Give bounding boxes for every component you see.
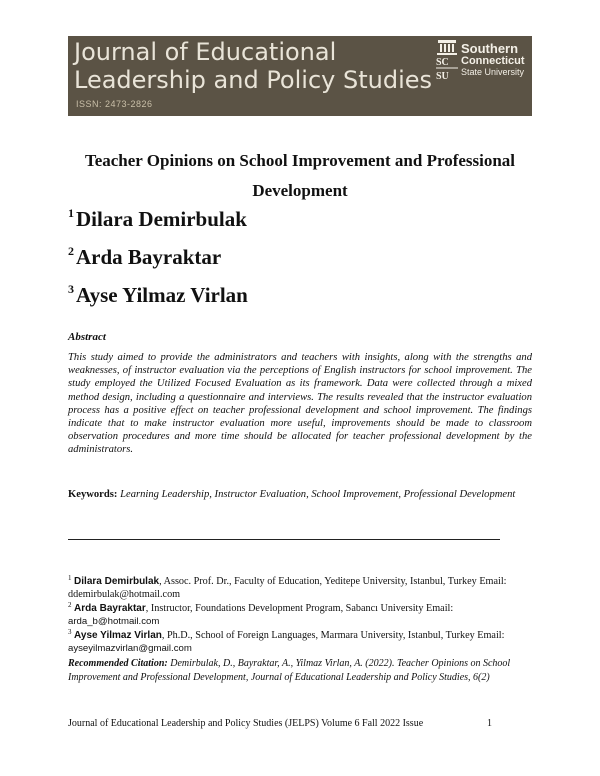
- author-2: $^2$Arda Bayraktar: [68, 244, 222, 269]
- author-1: $^1$Dilara Demirbulak: [68, 206, 247, 231]
- abstract-heading: Abstract: [68, 331, 106, 343]
- scsu-seal-icon: [436, 40, 458, 82]
- section-divider: [68, 539, 500, 540]
- author-3: $^3$Ayse Yilmaz Virlan: [68, 282, 248, 307]
- journal-banner: [68, 36, 532, 116]
- page-number: 1: [487, 718, 492, 729]
- svg-text:SC: SC: [436, 57, 449, 68]
- page-footer: Journal of Educational Leadership and Policy Studies (JELPS) Volume 6 Fall 2022 Issue 1: [68, 718, 492, 729]
- svg-text:SU: SU: [436, 71, 449, 82]
- footnote-2: $^2$ Arda Bayraktar, Instructor, Foundations Development Program, Sabancı University Email: arda_b@hotmail.com: [68, 601, 454, 628]
- footnote-1: $^1$ Dilara Demirbulak, Assoc. Prof. Dr., Faculty of Education, Yeditepe University, Istanbul, Turkey Email: ddemirbulak@hotmail.com: [68, 574, 507, 601]
- issn: ISSN: 2473-2826: [76, 99, 153, 109]
- abstract-text: This study aimed to provide the administrators and teachers with insights, along with the strengths and weaknesses, of instructor evaluation via the perceptions of English instructors for school improvement. The study employed the Utilized Focused Evaluation as its framework. Data were collected through a mixed method design, including a questionnaire and interviews. The results revealed that the instructor evaluation process has a positive effect on teacher professional development and school improvement. The findings indicate that to make instructor evaluation more useful, improvements should be made to classroom observation procedures and more time should be allocated for teacher professional development by the administrators.: [68, 352, 532, 456]
- logo-text: Southern Connecticut State University: [461, 41, 525, 77]
- university-logo: [436, 40, 530, 84]
- paper-title: Teacher Opinions on School Improvement and Professional Development: [84, 151, 516, 200]
- footnote-3: $^3$ Ayse Yilmaz Virlan, Ph.D., School of Foreign Languages, Marmara University, Istanbul, Turkey Email: ayseyilmazvirlan@gmail.com: [68, 628, 505, 655]
- journal-title: Journal of Educational Leadership and Policy Studies: [74, 38, 433, 94]
- keywords: Keywords: Learning Leadership, Instructor Evaluation, School Improvement, Professional Development: [68, 489, 516, 500]
- recommended-citation: Recommended Citation: Demirbulak, D., Bayraktar, A., Yilmaz Virlan, A. (2022). Teacher Opinions on School Improvement and Professional Development, Journal of Educational Leadership and Policy Studies, 6(2): [68, 658, 511, 683]
